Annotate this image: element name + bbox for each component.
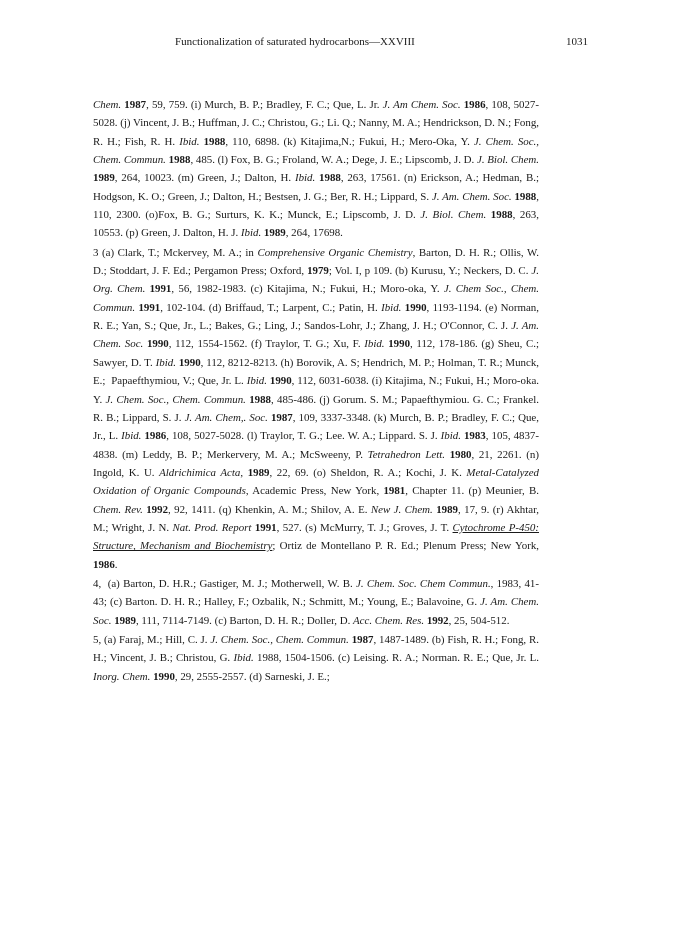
- page-header: [0, 36, 680, 52]
- page-number: 1031: [566, 36, 588, 48]
- reference-continued: Chem. 1987, 59, 759. (i) Murch, B. P.; Bradley, F. C.; Que, L. Jr. J. Am Chem. Soc. 1986, 108, 5027-5028. (j) Vincent, J. B.; Huffman, J. C.; Christou, G.; Li. Q.; Nanny, M. A.; Hendrickson, D. N.; Fong, R. H.; Fish, R. H. Ibid. 1988, 110, 6898. (k) Kitajima,N.; Fukui, H.; Mero-Oka, Y. J. Chem. Soc., Chem. Commun. 1988, 485. (l) Fox, B. G.; Froland, W. A.; Dege, J. E.; Lipscomb, J. D. J. Biol. Chem. 1989, 264, 10023. (m) Green, J.; Dalton, H. Ibid. 1988, 263, 17561. (n) Erickson, A.; Hedman, B.; Hodgson, K. O.; Green, J.; Dalton, H.; Bestsen, J. G.; Ber, R. H.; Lippard, S. J. Am. Chem. Soc. 1988, 110, 2300. (o)Fox, B. G.; Surturs, K. K.; Munck, E.; Lipscomb, J. D. J. Biol. Chem. 1988, 263, 10553. (p) Green, J. Dalton, H. J. Ibid. 1989, 264, 17698.: [93, 99, 540, 240]
- reference-list: [93, 96, 539, 686]
- reference-5: 5, (a) Faraj, M.; Hill, C. J. J. Chem. Soc., Chem. Commun. 1987, 1487-1489. (b) Fish, R. H.; Fong, R. H.; Vincent, J. B.; Christou, G. Ibid. 1988, 1504-1506. (c) Leising. R. A.; Norman. R. E.; Que, Jr. L. Inorg. Chem. 1990, 29, 2555-2557. (d) Sarneski, J. E.;: [93, 633, 539, 683]
- reference-3: 3 (a) Clark, T.; Mckervey, M. A.; in Comprehensive Organic Chemistry, Barton, D. H. R.; Ollis, W. D.; Stoddart, J. F. Ed.; Pergamon Press; Oxford, 1979; Vol. I, p 109. (b) Kurusu, Y.; Neckers, D. C. J. Org. Chem. 1991, 56, 1982-1983. (c) Kitajima, N.; Fukui, H.; Moro-oka, Y. J. Chem Soc., Chem. Commun. 1991, 102-104. (d) Briffaud, T.; Larpent, C.; Patin, H. Ibid. 1990, 1193-1194. (e) Norman, R. E.; Yan, S.; Que, Jr., L.; Bakes, G.; Ling, J.; Sandos-Lohr, J.; Zhang, J. H.; O'Connor, C. J. J. Am. Chem. Soc. 1990, 112, 1554-1562. (f) Traylor, T. G.; Xu, F. Ibid. 1990, 112, 178-186. (g) Sheu, C.; Sawyer, D. T. Ibid. 1990, 112, 8212-8213. (h) Borovik, A. S; Hendrich, M. P.; Holman, T. R.; Munck, E.; Papaefthymiou, V.; Que, Jr. L. Ibid. 1990, 112, 6031-6038. (i) Kitajima, N.; Fukui, H.; Moro-oka. Y. J. Chem. Soc., Chem. Commun. 1988, 485-486. (j) Gorum. S. M.; Papaefthymiou. G. C.; Frankel. R. B.; Lippard, S. J. J. Am. Chem,. Soc. 1987, 109, 3337-3348. (k) Murch, B. P.; Bradley, F. C.; Que, Jr., L. Ibid. 1986, 108, 5027-5028. (l) Traylor, T. G.; Lee. W. A.; Lippard. S. J. Ibid. 1983, 105, 4837-4838. (m) Leddy, B. P.; Merkervery, M. A.; McSweeny, P. Tetrahedron Lett. 1980, 21, 2261. (n) Ingold, K. U. Aldrichimica Acta, 1989, 22, 69. (o) Sheldon, R. A.; Kochi, J. K. Metal-Catalyzed Oxidation of Organic Compounds, Academic Press, New York, 1981, Chapter 11. (p) Meunier, B. Chem. Rev. 1992, 92, 1411. (q) Khenkin, A. M.; Shilov, A. E. New J. Chem. 1989, 17, 9. (r) Akhtar, M.; Wright, J. N. Nat. Prod. Report 1991, 527. (s) McMurry, T. J.; Groves, J. T. Cytochrome P-450: Structure, Mechanism and Biochemistry; Ortiz de Montellano P. R. Ed.; Plenum Press; New York, 1986.: [93, 246, 540, 571]
- running-title: Functionalization of saturated hydrocarbons—XXVIII: [175, 36, 415, 48]
- reference-4: 4, (a) Barton, D. H.R.; Gastiger, M. J.; Motherwell, W. B. J. Chem. Soc. Chem Commun., 1983, 41-43; (c) Barton. D. H. R.; Halley, F.; Ozbalik, N.; Schmitt, M.; Young, E.; Balavoine, G. J. Am. Chem. Soc. 1989, 111, 7114-7149. (c) Barton, D. H. R.; Doller, D. Acc. Chem. Res. 1992, 25, 504-512.: [93, 577, 539, 627]
